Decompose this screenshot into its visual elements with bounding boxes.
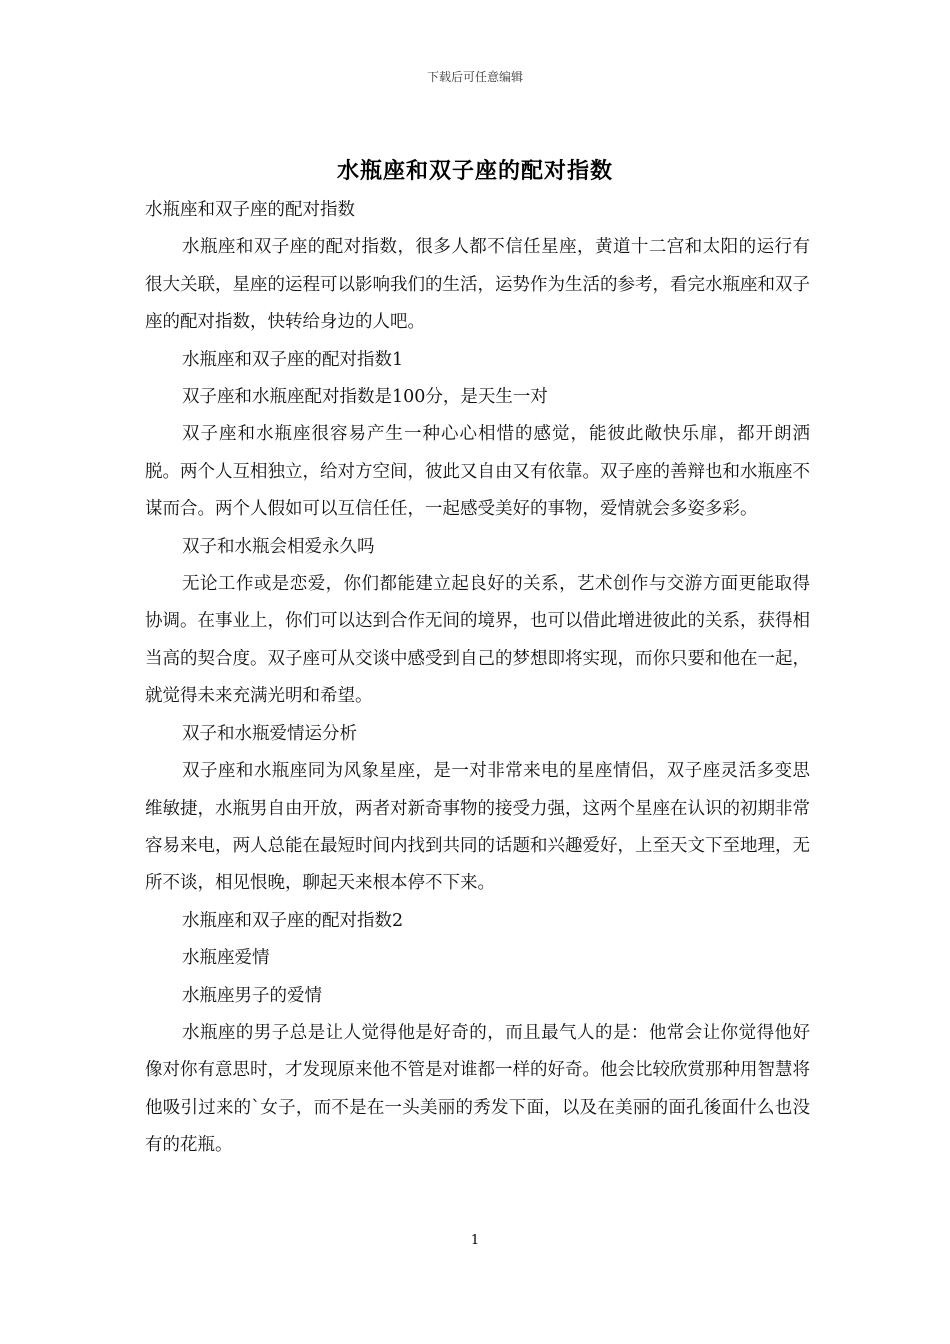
paragraph: 水瓶座和双子座的配对指数，很多人都不信任星座，黄道十二宫和太阳的运行有很大关联，星座的运程可以影响我们的生活，运势作为生活的参考，看完水瓶座和双子座的配对指数，快转给身边的人吧。 [145, 237, 810, 333]
section-heading: 双子和水瓶爱情运分析 [182, 723, 357, 744]
paragraph: 双子座和水瓶座同为风象星座，是一对非常来电的星座情侣，双子座灵活多变思维敏捷，水瓶男自由开放，两者对新奇事物的接受力强，这两个星座在认识的初期非常容易来电，两人总能在最短时间内找到共同的话题和兴趣爱好，上至天文下至地理，无所不谈，相见恨晚，聊起天来根本停不下来。 [145, 761, 810, 894]
section-heading: 水瓶座爱情 [182, 948, 270, 969]
section-heading: 水瓶座男子的爱情 [182, 985, 322, 1006]
document-title: 水瓶座和双子座的配对指数 [336, 158, 613, 184]
paragraph: 双子座和水瓶座很容易产生一种心心相惜的感觉，能彼此敞快乐扉，都开朗洒脱。两个人互相独立，给对方空间，彼此又自由又有依靠。双子座的善辩也和水瓶座不谋而合。两个人假如可以互信任任，一起感受美好的事物，爱情就会多姿多彩。 [145, 424, 810, 520]
page-number: 1 [470, 1233, 480, 1248]
paragraph: 水瓶座的男子总是让人觉得他是好奇的，而且最气人的是：他常会让你觉得他好像对你有意思时，才发现原来他不管是对谁都一样的好奇。他会比较欣赏那种用智慧将他吸引过来的`女子，而不是在一头美丽的秀发下面，以及在美丽的面孔後面什么也没有的花瓶。 [145, 1022, 810, 1156]
section-heading: 双子和水瓶会相爱永久吗 [182, 536, 375, 557]
paragraph: 双子座和水瓶座配对指数是100分，是天生一对 [182, 387, 548, 408]
paragraph: 无论工作或是恋爱，你们都能建立起良好的关系，艺术创作与交游方面更能取得协调。在事业上，你们可以达到合作无间的境界，也可以借此增进彼此的关系，获得相当高的契合度。双子座可从交谈中感受到自己的梦想即将实现，而你只要和他在一起，就觉得未来充满光明和希望。 [145, 574, 810, 707]
paragraph: 水瓶座和双子座的配对指数 [145, 200, 355, 220]
section-heading: 水瓶座和双子座的配对指数1 [182, 349, 404, 370]
section-heading: 水瓶座和双子座的配对指数2 [182, 910, 404, 931]
document-body [145, 192, 810, 1165]
header-note: 下载后可任意编辑 [426, 70, 523, 84]
